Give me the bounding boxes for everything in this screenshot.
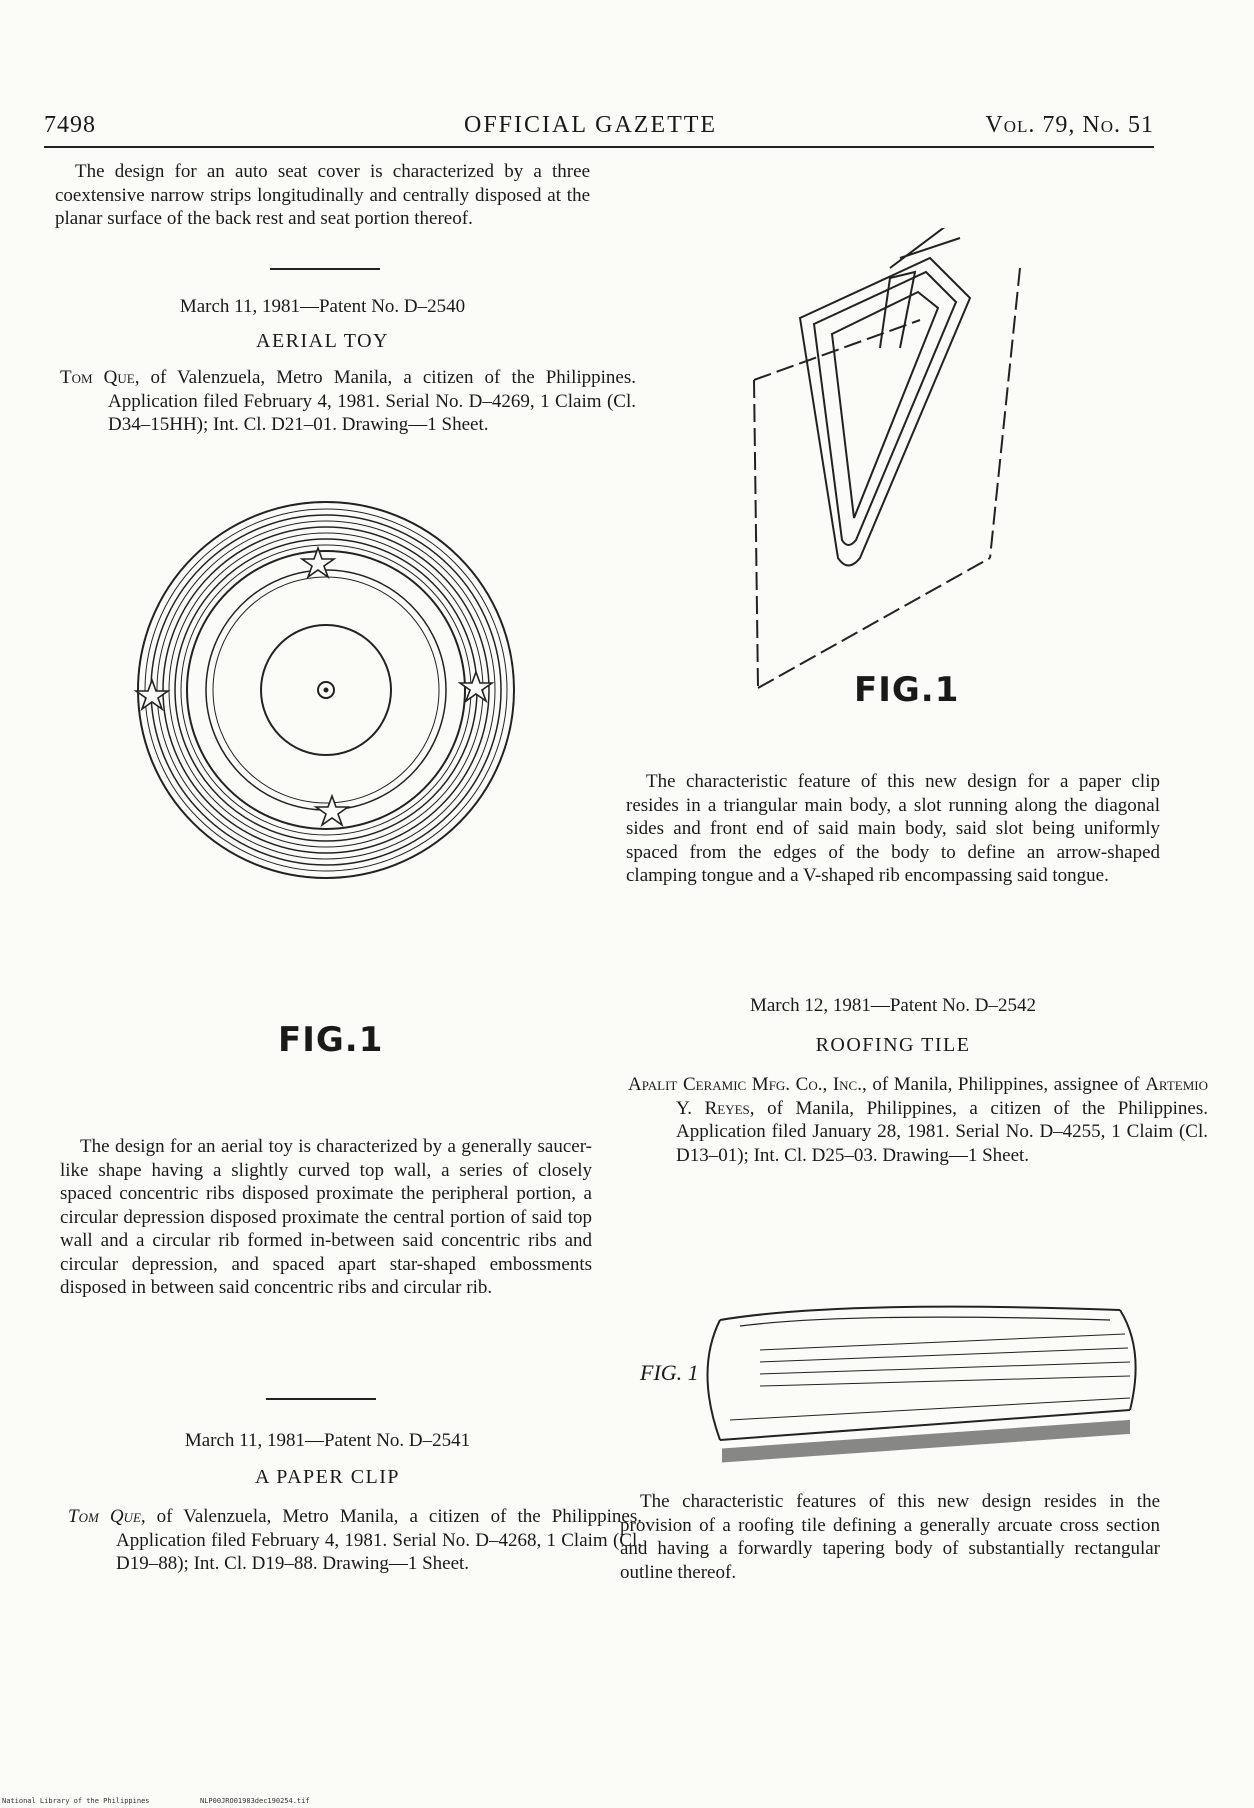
page-header [44, 112, 1154, 144]
patent-d2542-title: ROOFING TILE [815, 1034, 971, 1056]
star-emboss-bottom [316, 796, 348, 825]
footer-library: National Library of the Philippines [2, 1797, 150, 1805]
patent-d2540-applicant: Tom Que [60, 367, 135, 388]
patent-d2542-details-2: , of Manila, Philippines, a citizen of the Philippines. Application filed January 28, 1981. Serial No. D–4255, 1 Claim (Cl. D13–01); Int. Cl. D25–03. Drawing—1 Sheet. [676, 1097, 1208, 1166]
section-separator [270, 268, 380, 270]
publication-title: OFFICIAL GAZETTE [464, 112, 718, 138]
patent-d2542-date: March 12, 1981—Patent No. D–2542 [749, 995, 1037, 1016]
patent-d2540-description: The design for an aerial toy is characterized by a generally saucer-like shape having a slightly curved top wall, a series of closely spaced concentric ribs disposed proximate the peripheral portion, a circular depression disposed proximate the central portion of said top wall and a circular rib formed in-between said concentric ribs and circular depression, and spaced apart star-shaped embossments disposed in between said concentric ribs and circular rib. [60, 1136, 592, 1298]
patent-d2542-description: The characteristic features of this new design resides in the provision of a roofing tile defining a generally arcuate cross section and having a forwardly tapering body of substantially rectangular outline thereof. [620, 1491, 1160, 1583]
patent-d2540-title: AERIAL TOY [256, 330, 389, 352]
patent-d2540-applicant-block [60, 366, 636, 437]
paper-clip-drawing [740, 228, 1040, 698]
footer-filename: NLP00JRO01983dec190254.tif [200, 1797, 310, 1805]
patent-d2542-applicant-block [628, 1073, 1208, 1167]
volume-number: Vol. 79, No. 51 [985, 112, 1154, 138]
patent-d2542-applicant: Apalit Ceramic Mfg. Co., Inc. [628, 1074, 862, 1095]
patent-d2542-details-1: , of Manila, Philippines, assignee of [861, 1074, 1146, 1095]
section-separator [266, 1398, 376, 1400]
patent-d2540-date: March 11, 1981—Patent No. D–2540 [179, 296, 466, 317]
patent-d2541-applicant: Tom Que [68, 1506, 141, 1527]
roofing-tile-fig-label: FIG. 1 [640, 1360, 699, 1385]
roofing-tile-drawing [700, 1290, 1140, 1470]
patent-d2541-date: March 11, 1981—Patent No. D–2541 [184, 1430, 471, 1451]
seat-cover-description: The design for an auto seat cover is characterized by a three coextensive narrow strips longitudinally and centrally disposed at the planar surface of the back rest and seat portion thereof. [55, 161, 590, 229]
patent-d2541-details: , of Valenzuela, Metro Manila, a citizen of the Philippines. Application filed February 4, 1981. Serial No. D–4268, 1 Claim (Cl. D19–88); Int. Cl. D19–88. Drawing—1 Sheet. [116, 1506, 642, 1574]
patent-d2542-assignor: Artemio Y. Reyes [676, 1074, 1208, 1119]
patent-d2541-applicant-block [68, 1505, 642, 1576]
patent-d2541-description: The characteristic feature of this new design for a paper clip resides in a triangular main body, a slot running along the diagonal sides and front end of said main body, said slot being uniformly spaced from the edges of the body to define an arrow-shaped clamping tongue and a V-shaped rib encompassing said tongue. [626, 771, 1160, 886]
patent-d2541-title: A PAPER CLIP [254, 1466, 401, 1488]
paper-clip-fig-label: FIG.1 [854, 670, 960, 710]
aerial-toy-fig-label: FIG.1 [278, 1020, 384, 1060]
header-rule [44, 146, 1154, 148]
page-number: 7498 [44, 112, 96, 138]
patent-d2540-details: , of Valenzuela, Metro Manila, a citizen of the Philippines. Application filed February 4, 1981. Serial No. D–4269, 1 Claim (Cl. D34–15HH); Int. Cl. D21–01. Drawing—1 Sheet. [108, 367, 636, 435]
aerial-toy-drawing [96, 500, 556, 900]
